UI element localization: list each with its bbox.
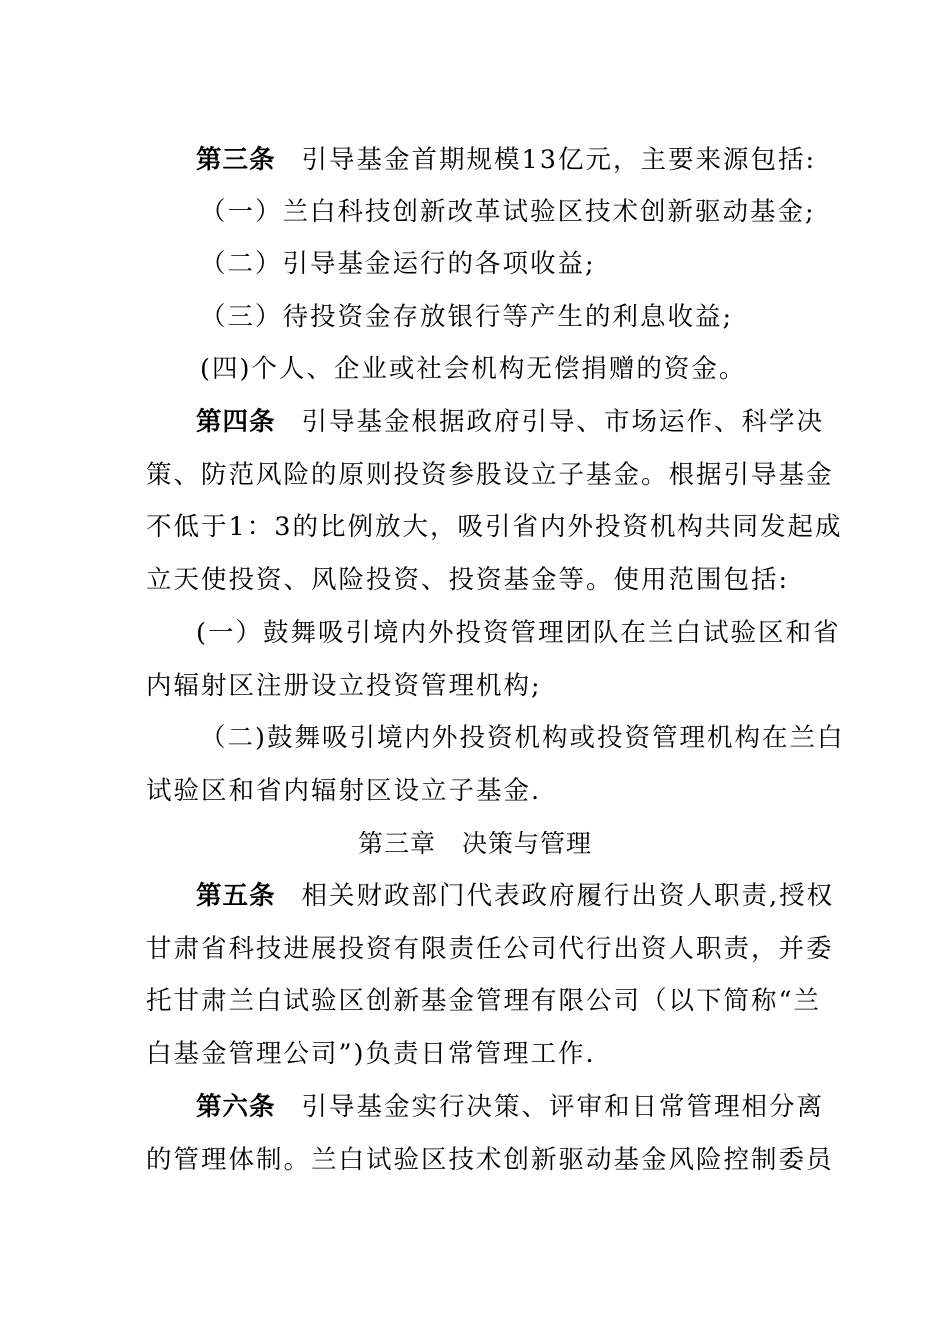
article6-line-1 <box>196 1087 856 1127</box>
article4-line-1 <box>196 402 856 442</box>
article4-item-1-line-2: 内辐射区注册设立投资管理机构; <box>146 671 542 701</box>
article5-line-3: 托甘肃兰白试验区创新基金管理有限公司（以下简称“兰 <box>146 986 822 1016</box>
article4-line-2: 策、防范风险的原则投资参股设立子基金。根据引导基金 <box>146 460 834 490</box>
article5-line-2: 甘肃省科技进展投资有限责任公司代行出资人职责，并委 <box>146 934 834 964</box>
article6-label: 第六条 <box>196 1092 276 1122</box>
article5-text-1: 相关财政部门代表政府履行出资人职责,授权 <box>301 881 835 911</box>
article3-item-2: （二）引导基金运行的各项收益; <box>200 249 596 279</box>
article3-intro: 引导基金首期规模13亿元，主要来源包括: <box>301 145 817 175</box>
article4-line-4: 立天使投资、风险投资、投资基金等。使用范围包括: <box>146 565 790 595</box>
article5-label: 第五条 <box>196 881 276 911</box>
article6-line-2: 的管理体制。兰白试验区技术创新驱动基金风险控制委员 <box>146 1145 834 1175</box>
article4-label: 第四条 <box>196 407 276 437</box>
article3-label: 第三条 <box>196 145 276 175</box>
chapter-heading: 第三章 决策与管理 <box>357 829 592 858</box>
article4-item-1-line-1: (一）鼓舞吸引境内外投资管理团队在兰白试验区和省 <box>196 618 841 648</box>
article4-text-1: 引导基金根据政府引导、市场运作、科学决 <box>301 407 825 437</box>
article4-item-2-line-2: 试验区和省内辐射区设立子基金. <box>146 776 542 806</box>
article3-item-1: （一）兰白科技创新改革试验区技术创新驱动基金; <box>200 197 816 227</box>
article4-item-2-line-1: （二)鼓舞吸引境内外投资机构或投资管理机构在兰白 <box>200 723 845 753</box>
article6-text-1: 引导基金实行决策、评审和日常管理相分离 <box>301 1092 825 1122</box>
article5-line-1 <box>196 876 856 916</box>
article3-item-4: (四)个人、企业或社会机构无偿捐赠的资金。 <box>200 354 747 384</box>
article3-intro-line <box>196 140 856 180</box>
article5-line-4: 白基金管理公司”)负责日常管理工作. <box>146 1039 596 1069</box>
article4-line-3: 不低于1：3的比例放大，吸引省内外投资机构共同发起成 <box>146 512 843 542</box>
article3-item-3: （三）待投资金存放银行等产生的利息收益; <box>200 302 734 332</box>
